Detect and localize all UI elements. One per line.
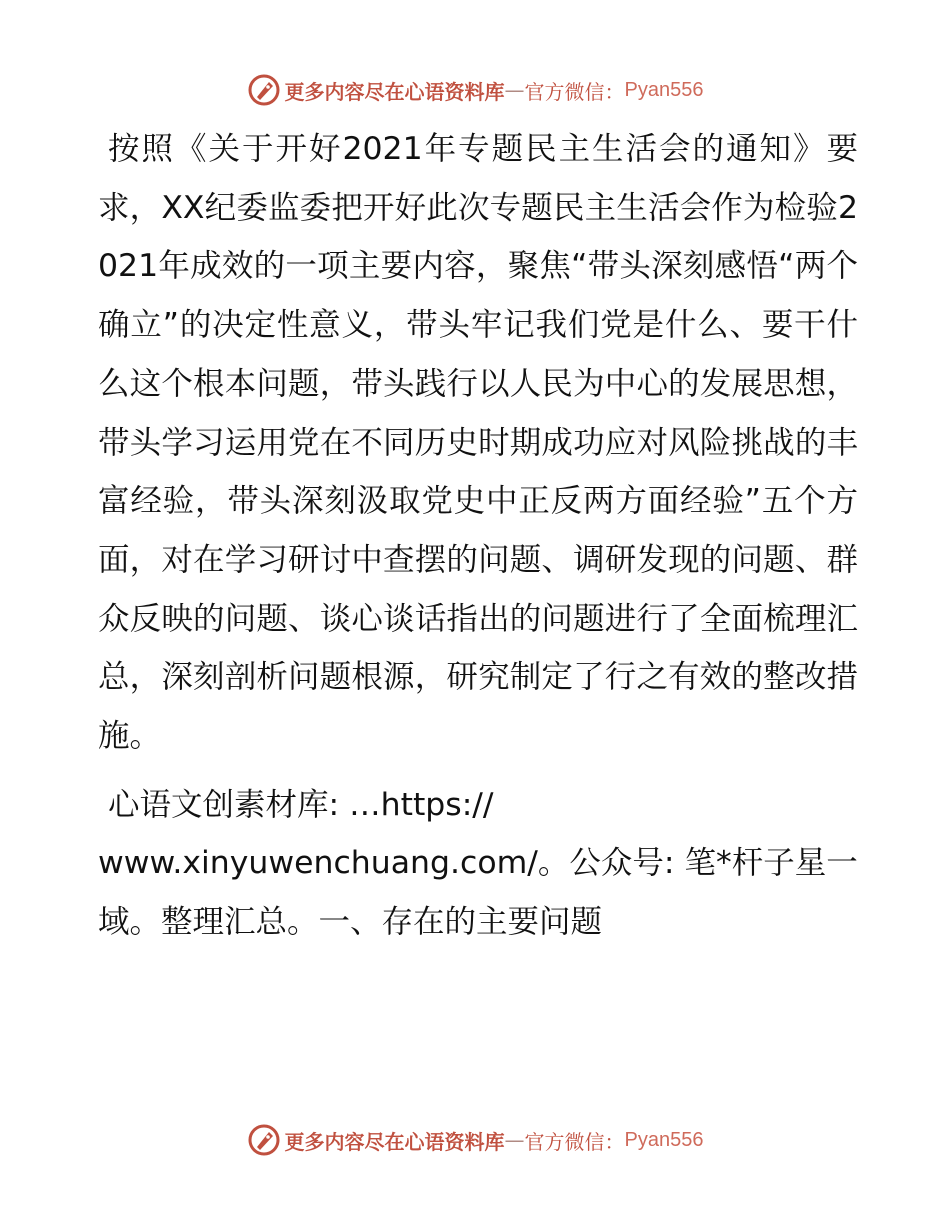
watermark-wechat-label: 官方微信： xyxy=(524,1129,625,1154)
watermark-wechat-label: 官方微信： xyxy=(524,79,625,104)
source-line-3: 域。整理汇总。一、存在的主要问题 xyxy=(98,904,603,941)
paragraph-source xyxy=(98,776,858,952)
watermark-dash: — xyxy=(504,1128,525,1152)
watermark-main-text: 更多内容尽在心语资料库 xyxy=(284,1129,505,1154)
watermark-main-text: 更多内容尽在心语资料库 xyxy=(284,79,505,104)
fountain-pen-nib-icon xyxy=(247,73,281,107)
footer-watermark xyxy=(0,1120,950,1160)
header-watermark xyxy=(0,70,950,110)
watermark-handle: Pyan556 xyxy=(624,1128,704,1151)
source-line-2: www.xinyuwenchuang.com/。公众号: 笔*杆子星一 xyxy=(98,845,858,882)
document-body xyxy=(98,120,858,952)
paragraph-notice: 按照《关于开好2021年专题民主生活会的通知》要求，XX纪委监委把开好此次专题民主生活会作为检验2021年成效的一项主要内容，聚焦“带头深刻感悟“两个确立”的决定性意义，带头牢记我们党是什么、要干什么这个根本问题，带头践行以人民为中心的发展思想，带头学习运用党在不同历史时期成功应对风险挑战的丰富经验，带头深刻汲取党史中正反两方面经验”五个方面，对在学习研讨中查摆的问题、调研发现的问题、群众反映的问题、谈心谈话指出的问题进行了全面梳理汇总，深刻剖析问题根源，研究制定了行之有效的整改措施。 xyxy=(98,131,858,755)
watermark-handle: Pyan556 xyxy=(624,78,704,101)
source-line-1: 心语文创素材库: …https:// xyxy=(108,786,494,823)
watermark-dash: — xyxy=(504,78,525,102)
fountain-pen-nib-icon xyxy=(247,1123,281,1157)
